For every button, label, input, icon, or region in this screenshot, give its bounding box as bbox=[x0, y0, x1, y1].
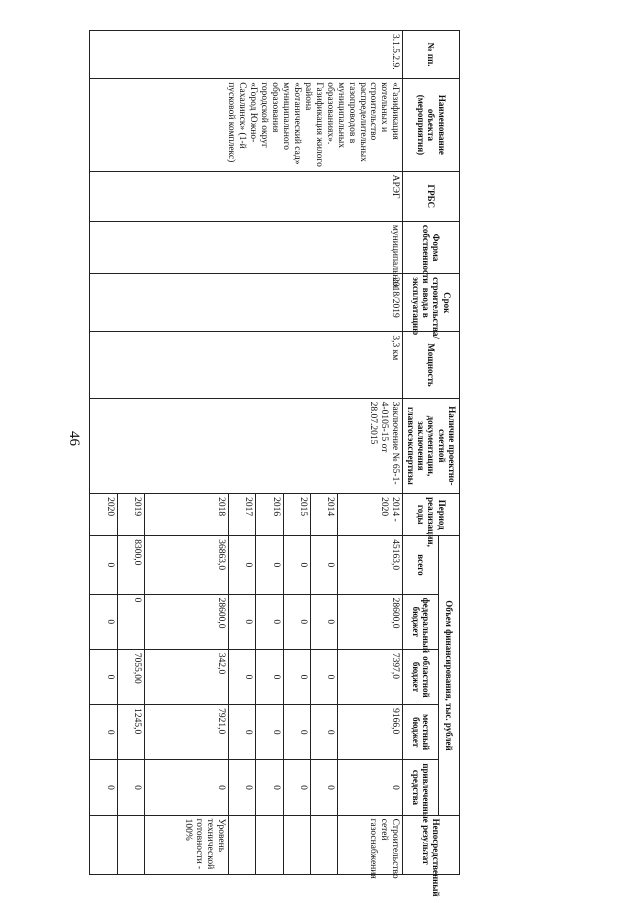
local-cell: 0 bbox=[228, 705, 255, 760]
local-cell: 0 bbox=[90, 705, 117, 760]
header-term: Срок строительства/ввода в эксплуатацию bbox=[403, 274, 460, 332]
period-cell: 2018 bbox=[145, 494, 229, 536]
object-psd: Заключение № 65-1-4-0105-15 от 28.07.2015 bbox=[90, 398, 403, 493]
total-cell: 8300,0 bbox=[117, 536, 144, 594]
object-ownership: муниципальная bbox=[90, 221, 403, 273]
financing-table bbox=[89, 30, 460, 897]
table-row bbox=[338, 31, 403, 875]
header-total: всего bbox=[403, 536, 439, 594]
result-cell: Уровень технической готовности - 100% bbox=[145, 815, 229, 874]
total-cell: 36863,0 bbox=[145, 536, 229, 594]
period-cell: 2016 bbox=[256, 494, 283, 536]
period-cell: 2014 bbox=[310, 494, 337, 536]
regional-cell: 0 bbox=[228, 649, 255, 704]
attracted-cell: 0 bbox=[228, 760, 255, 815]
regional-cell: 0 bbox=[283, 649, 310, 704]
attracted-cell: 0 bbox=[256, 760, 283, 815]
result-cell bbox=[90, 815, 117, 874]
total-cell: 0 bbox=[228, 536, 255, 594]
result-cell: Строительство сетей газоснабжения bbox=[338, 815, 403, 874]
federal-cell: 0 bbox=[283, 594, 310, 649]
local-cell: 7921,0 bbox=[145, 705, 229, 760]
total-cell: 0 bbox=[256, 536, 283, 594]
header-funding: Объем финансирования, тыс. рублей bbox=[438, 536, 459, 815]
object-capacity: 3,3 км bbox=[90, 332, 403, 398]
header-row-1 bbox=[438, 31, 459, 875]
period-cell: 2014 - 2020 bbox=[338, 494, 403, 536]
federal-cell: 0 bbox=[228, 594, 255, 649]
regional-cell: 7397,0 bbox=[338, 649, 403, 704]
header-period: Период реализации, годы bbox=[403, 494, 460, 536]
header-regional: областной бюджет bbox=[403, 649, 439, 704]
federal-cell: 0 bbox=[310, 594, 337, 649]
object-term: 2018/2019 bbox=[90, 274, 403, 332]
regional-cell: 342,0 bbox=[145, 649, 229, 704]
regional-cell: 0 bbox=[310, 649, 337, 704]
period-cell: 2019 bbox=[117, 494, 144, 536]
local-cell: 1245,0 bbox=[117, 705, 144, 760]
object-num: 3.1.5.2.9. bbox=[90, 31, 403, 79]
total-cell: 0 bbox=[90, 536, 117, 594]
federal-cell: 28600,0 bbox=[338, 594, 403, 649]
period-cell: 2020 bbox=[90, 494, 117, 536]
local-cell: 0 bbox=[310, 705, 337, 760]
attracted-cell: 0 bbox=[283, 760, 310, 815]
rotated-table-wrapper bbox=[104, 30, 460, 897]
header-ownership: Форма собственности bbox=[403, 221, 460, 273]
header-capacity: Мощность bbox=[403, 332, 460, 398]
header-attracted: привлеченные средства bbox=[403, 760, 439, 815]
federal-cell: 0 bbox=[90, 594, 117, 649]
total-cell: 45163,0 bbox=[338, 536, 403, 594]
page-number: 46 bbox=[66, 431, 82, 446]
header-federal: федеральный бюджет bbox=[403, 594, 439, 649]
attracted-cell: 0 bbox=[310, 760, 337, 815]
total-cell: 0 bbox=[283, 536, 310, 594]
local-cell: 0 bbox=[283, 705, 310, 760]
federal-cell: 0 bbox=[256, 594, 283, 649]
header-name: Наименование объекта (мероприятия) bbox=[403, 79, 460, 171]
result-cell bbox=[117, 815, 144, 874]
total-cell: 0 bbox=[310, 536, 337, 594]
result-cell bbox=[283, 815, 310, 874]
period-cell: 2015 bbox=[283, 494, 310, 536]
header-psd: Наличие проектно-сметной документации, заключения главгосэкспертизы bbox=[403, 398, 460, 493]
local-cell: 0 bbox=[256, 705, 283, 760]
header-grbs: ГРБС bbox=[403, 171, 460, 221]
regional-cell: 7055,00 bbox=[117, 649, 144, 704]
local-cell: 9166,0 bbox=[338, 705, 403, 760]
period-cell: 2017 bbox=[228, 494, 255, 536]
object-name: «Газификация котельных и строительство распределительных газопроводов в муниципальных образованиях». Газификация жилого района «Ботанический сад» муниципального образования городской округ «Город Южно-Сахалинск» (1-й пусковой комплекс) bbox=[90, 79, 403, 171]
result-cell bbox=[310, 815, 337, 874]
header-local: местный бюджет bbox=[403, 705, 439, 760]
regional-cell: 0 bbox=[90, 649, 117, 704]
federal-cell: 0 bbox=[117, 594, 144, 649]
attracted-cell: 0 bbox=[117, 760, 144, 815]
result-cell bbox=[256, 815, 283, 874]
header-result: Непосредственный результат bbox=[403, 815, 460, 874]
federal-cell: 28600,0 bbox=[145, 594, 229, 649]
attracted-cell: 0 bbox=[90, 760, 117, 815]
result-cell bbox=[228, 815, 255, 874]
object-grbs: АРЭГ bbox=[90, 171, 403, 221]
header-num: № пп. bbox=[403, 31, 460, 79]
attracted-cell: 0 bbox=[145, 760, 229, 815]
attracted-cell: 0 bbox=[338, 760, 403, 815]
regional-cell: 0 bbox=[256, 649, 283, 704]
